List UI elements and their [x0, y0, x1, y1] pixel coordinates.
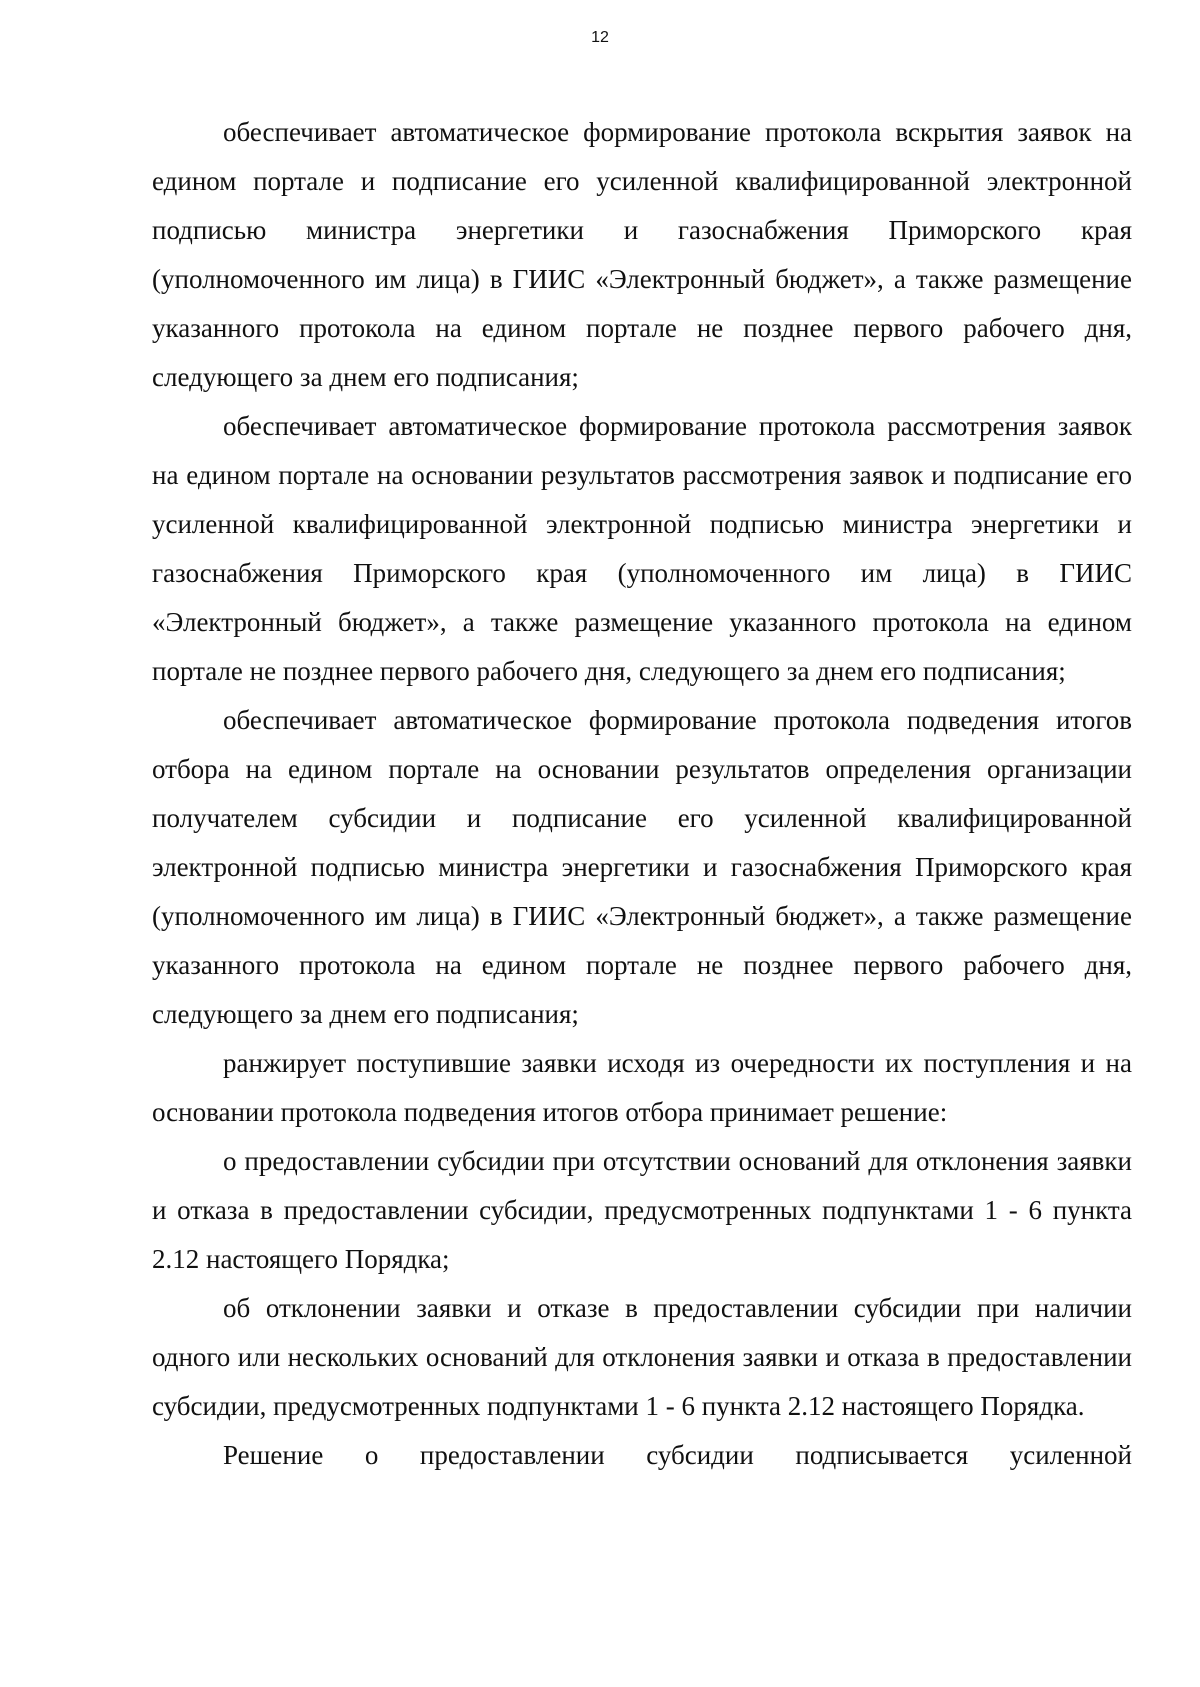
paragraph-ranking: ранжирует поступившие заявки исходя из очередности их поступления и на основании протокола подведения итогов отбора принимает решение:	[152, 1048, 1132, 1127]
paragraph-review-protocol: обеспечивает автоматическое формирование протокола рассмотрения заявок на едином портале на основании результатов рассмотрения заявок и подписание его усиленной квалифицированной электронной подписью министра энергетики и газоснабжения Приморского края (уполномоченного им лица) в ГИИС «Электронный бюджет», а также размещение указанного протокола на едином портале не позднее первого рабочего дня, следующего за днем его подписания;	[152, 411, 1132, 686]
paragraph-opening-protocol: обеспечивает автоматическое формирование протокола вскрытия заявок на едином портале и подписание его усиленной квалифицированной электронной подписью министра энергетики и газоснабжения Приморского края (уполномоченного им лица) в ГИИС «Электронный бюджет», а также размещение указанного протокола на едином портале не позднее первого рабочего дня, следующего за днем его подписания;	[152, 117, 1132, 392]
paragraph-decision-signing: Решение о предоставлении субсидии подписывается усиленной	[223, 1440, 1132, 1470]
paragraph-rejection-decision: об отклонении заявки и отказе в предоставлении субсидии при наличии одного или нескольких оснований для отклонения заявки и отказа в предоставлении субсидии, предусмотренных подпунктами 1 - 6 пункта 2.12 настоящего Порядка.	[152, 1293, 1132, 1421]
document-body	[152, 108, 1132, 1480]
page-number: 12	[591, 29, 609, 46]
paragraph-results-protocol: обеспечивает автоматическое формирование протокола подведения итогов отбора на едином портале на основании результатов определения организации получателем субсидии и подписание его усиленной квалифицированной электронной подписью министра энергетики и газоснабжения Приморского края (уполномоченного им лица) в ГИИС «Электронный бюджет», а также размещение указанного протокола на едином портале не позднее первого рабочего дня, следующего за днем его подписания;	[152, 705, 1132, 1029]
paragraph-grant-decision: о предоставлении субсидии при отсутствии оснований для отклонения заявки и отказа в предоставлении субсидии, предусмотренных подпунктами 1 - 6 пункта 2.12 настоящего Порядка;	[152, 1146, 1132, 1274]
